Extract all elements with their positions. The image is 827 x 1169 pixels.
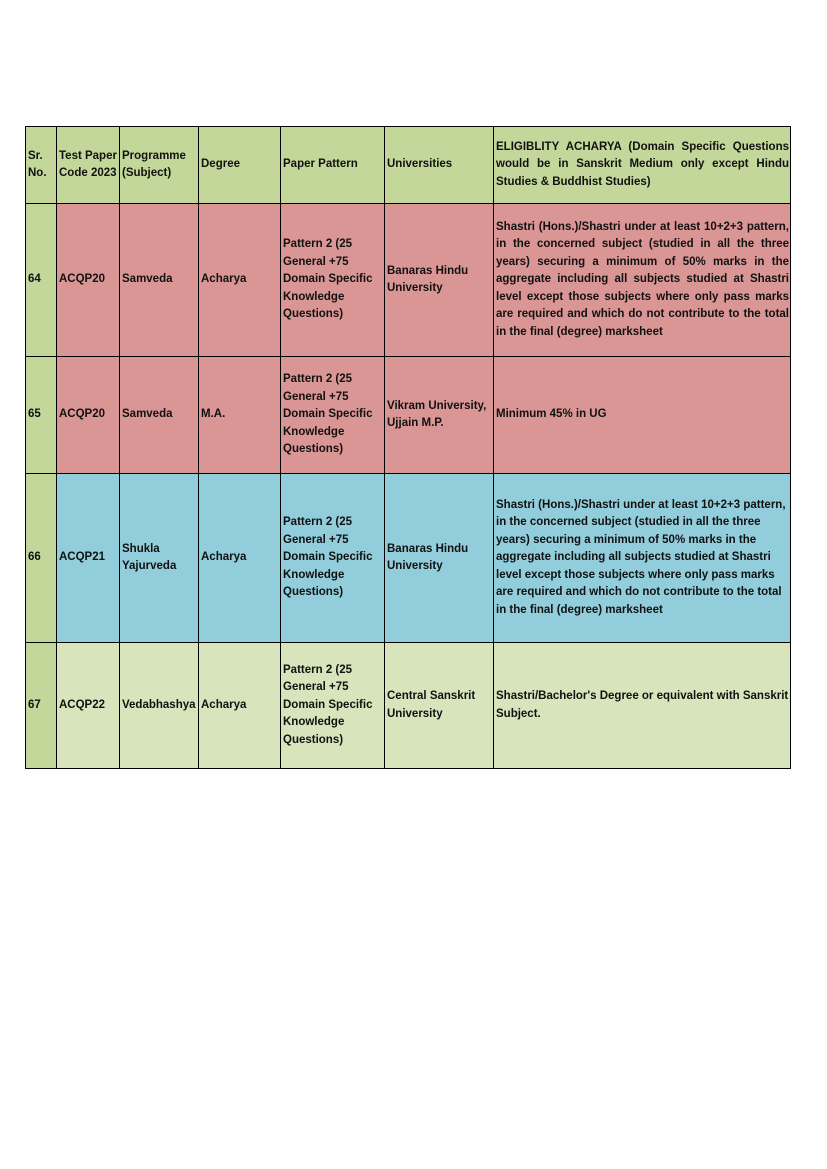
cell-programme: Vedabhashya [120,643,199,769]
cell-university: Banaras Hindu University [385,474,494,643]
header-row [26,127,791,204]
eligibility-table [25,126,791,769]
cell-university: Vikram University, Ujjain M.P. [385,357,494,474]
cell-eligibility: Shastri (Hons.)/Shastri under at least 10+2+3 pattern, in the concerned subject (studied in all the three years) securing a minimum of 50% marks in the aggregate including all subjects studied at Shastri level except those subjects where only pass marks are required and which do not contribute to the total in the final (degree) marksheet [494,204,791,357]
cell-code: ACQP20 [57,204,120,357]
cell-pattern: Pattern 2 (25 General +75 Domain Specific Knowledge Questions) [281,204,385,357]
cell-sr-no: 67 [26,643,57,769]
cell-eligibility: Minimum 45% in UG [494,357,791,474]
table-row [26,357,791,474]
cell-pattern: Pattern 2 (25 General +75 Domain Specific Knowledge Questions) [281,474,385,643]
header-sr-no: Sr. No. [26,127,57,204]
cell-eligibility: Shastri/Bachelor's Degree or equivalent with Sanskrit Subject. [494,643,791,769]
cell-code: ACQP21 [57,474,120,643]
cell-sr-no: 65 [26,357,57,474]
header-eligibility: ELIGIBLITY ACHARYA (Domain Specific Questions would be in Sanskrit Medium only except Hindu Studies & Buddhist Studies) [494,127,791,204]
cell-sr-no: 64 [26,204,57,357]
cell-code: ACQP20 [57,357,120,474]
cell-eligibility: Shastri (Hons.)/Shastri under at least 10+2+3 pattern, in the concerned subject (studied in all the three years) securing a minimum of 50% marks in the aggregate including all subjects studied at Shastri level except those subjects where only pass marks are required and which do not contribute to the total in the final (degree) marksheet [494,474,791,643]
cell-degree: M.A. [199,357,281,474]
cell-university: Central Sanskrit University [385,643,494,769]
table-row [26,204,791,357]
cell-sr-no: 66 [26,474,57,643]
cell-programme: Samveda [120,357,199,474]
header-degree: Degree [199,127,281,204]
header-paper-pattern: Paper Pattern [281,127,385,204]
cell-programme: Shukla Yajurveda [120,474,199,643]
cell-degree: Acharya [199,204,281,357]
table-row [26,643,791,769]
header-programme: Programme (Subject) [120,127,199,204]
header-test-paper-code: Test Paper Code 2023 [57,127,120,204]
table-row [26,474,791,643]
cell-pattern: Pattern 2 (25 General +75 Domain Specific Knowledge Questions) [281,643,385,769]
cell-degree: Acharya [199,474,281,643]
cell-programme: Samveda [120,204,199,357]
cell-university: Banaras Hindu University [385,204,494,357]
cell-pattern: Pattern 2 (25 General +75 Domain Specific Knowledge Questions) [281,357,385,474]
header-universities: Universities [385,127,494,204]
cell-degree: Acharya [199,643,281,769]
cell-code: ACQP22 [57,643,120,769]
